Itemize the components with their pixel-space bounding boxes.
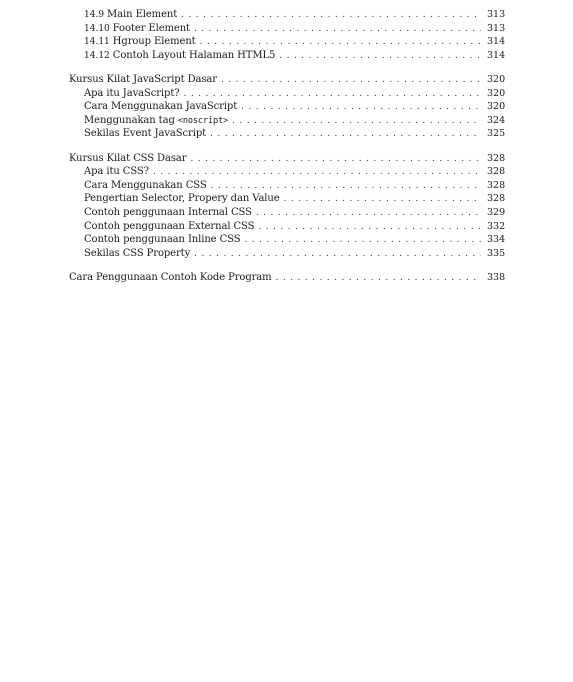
toc-chapter-title: Kursus Kilat JavaScript Dasar (69, 73, 217, 85)
toc-entry-event-javascript[interactable] (69, 127, 505, 141)
toc-entry-page: 324 (487, 114, 505, 126)
toc-entry-title: Apa itu CSS? (84, 166, 149, 178)
dot-leader (190, 153, 481, 166)
toc-entry-page: 328 (487, 193, 505, 205)
toc-chapter-title: Kursus Kilat CSS Dasar (69, 152, 187, 164)
toc-chapter-css[interactable] (69, 152, 505, 166)
toc-chapter-usage[interactable] (69, 271, 505, 285)
toc-entry-title: Contoh penggunaan Internal CSS (84, 206, 252, 218)
dot-leader (279, 50, 481, 63)
dot-leader (284, 193, 481, 206)
toc-entry-apa-itu-css[interactable] (69, 165, 505, 179)
dot-leader (241, 101, 481, 114)
toc-entry-title: Sekilas Event JavaScript (84, 128, 207, 140)
toc-entry-title (84, 114, 228, 128)
dot-leader (256, 207, 481, 220)
toc-entry-title: Main Element (107, 9, 178, 20)
toc-entry-internal-css[interactable] (69, 206, 505, 220)
toc-entry-page: 320 (487, 101, 505, 113)
toc-entry-title: Footer Element (112, 22, 190, 34)
toc-entry-hgroup-element[interactable] (69, 35, 505, 49)
toc-entry-title: Contoh penggunaan Inline CSS (84, 234, 241, 246)
toc-entry-number: 14.11 (84, 37, 110, 48)
toc-entry-page: 325 (487, 128, 505, 140)
toc-entry-title: Pengertian Selector, Propery dan Value (84, 193, 280, 205)
toc-entry-layout-html5[interactable] (69, 49, 505, 63)
toc-entry-page: 314 (487, 36, 505, 48)
dot-leader (210, 128, 481, 141)
dot-leader (232, 115, 481, 128)
dot-leader (181, 9, 481, 22)
toc-entry-apa-itu-javascript[interactable] (69, 87, 505, 101)
dot-leader (153, 166, 481, 179)
toc-entry-external-css[interactable] (69, 220, 505, 234)
toc-chapter-page: 328 (487, 152, 505, 164)
dot-leader (200, 36, 481, 49)
dot-leader (221, 74, 481, 87)
dot-leader (194, 248, 481, 261)
toc-entry-page: 313 (487, 9, 505, 20)
toc-entry-page: 320 (487, 87, 505, 99)
toc-entry-page: 334 (487, 234, 505, 246)
toc-entry-selector-property-value[interactable] (69, 192, 505, 206)
toc-entry-title: Cara Menggunakan JavaScript (84, 101, 238, 113)
dot-leader (211, 180, 481, 193)
toc-chapter-page: 320 (487, 73, 505, 85)
toc-entry-title: Hgroup Element (112, 36, 196, 48)
toc-entry-title: Cara Menggunakan CSS (84, 179, 207, 191)
toc-chapter-title: Cara Penggunaan Contoh Kode Program (69, 271, 272, 283)
toc-entry-css-property[interactable] (69, 247, 505, 261)
toc-entry-title: Apa itu JavaScript? (84, 87, 180, 99)
toc-entry-title-text: Menggunakan tag (84, 114, 178, 126)
toc-entry-inline-css[interactable] (69, 233, 505, 247)
toc-entry-number: 14.12 (84, 50, 110, 61)
dot-leader (276, 272, 481, 285)
toc-entry-cara-menggunakan-javascript[interactable] (69, 100, 505, 114)
section-gap (69, 62, 505, 73)
toc-entry-page: 328 (487, 166, 505, 178)
dot-leader (194, 23, 481, 36)
toc-entry-title: Contoh penggunaan External CSS (84, 220, 255, 232)
dot-leader (244, 234, 481, 247)
toc-entry-page: 313 (487, 22, 505, 34)
toc-entry-main-element[interactable] (69, 8, 505, 22)
toc-entry-noscript[interactable] (69, 114, 505, 128)
toc-entry-number: 14.10 (84, 23, 110, 34)
toc-entry-page: 335 (487, 247, 505, 259)
toc-chapter-javascript[interactable] (69, 73, 505, 87)
toc-entry-footer-element[interactable] (69, 22, 505, 36)
noscript-code: <noscript> (177, 115, 229, 126)
table-of-contents (69, 8, 505, 284)
dot-leader (258, 221, 481, 234)
toc-entry-page: 332 (487, 220, 505, 232)
toc-entry-title: Sekilas CSS Property (84, 247, 191, 259)
toc-entry-page: 329 (487, 206, 505, 218)
toc-entry-page: 314 (487, 49, 505, 61)
dot-leader (184, 88, 482, 101)
toc-entry-page: 328 (487, 179, 505, 191)
section-gap (69, 141, 505, 152)
section-gap (69, 260, 505, 271)
toc-chapter-page: 338 (487, 271, 505, 283)
toc-entry-title: Contoh Layout Halaman HTML5 (112, 49, 276, 61)
toc-entry-number: 14.9 (84, 10, 105, 20)
toc-entry-cara-menggunakan-css[interactable] (69, 179, 505, 193)
